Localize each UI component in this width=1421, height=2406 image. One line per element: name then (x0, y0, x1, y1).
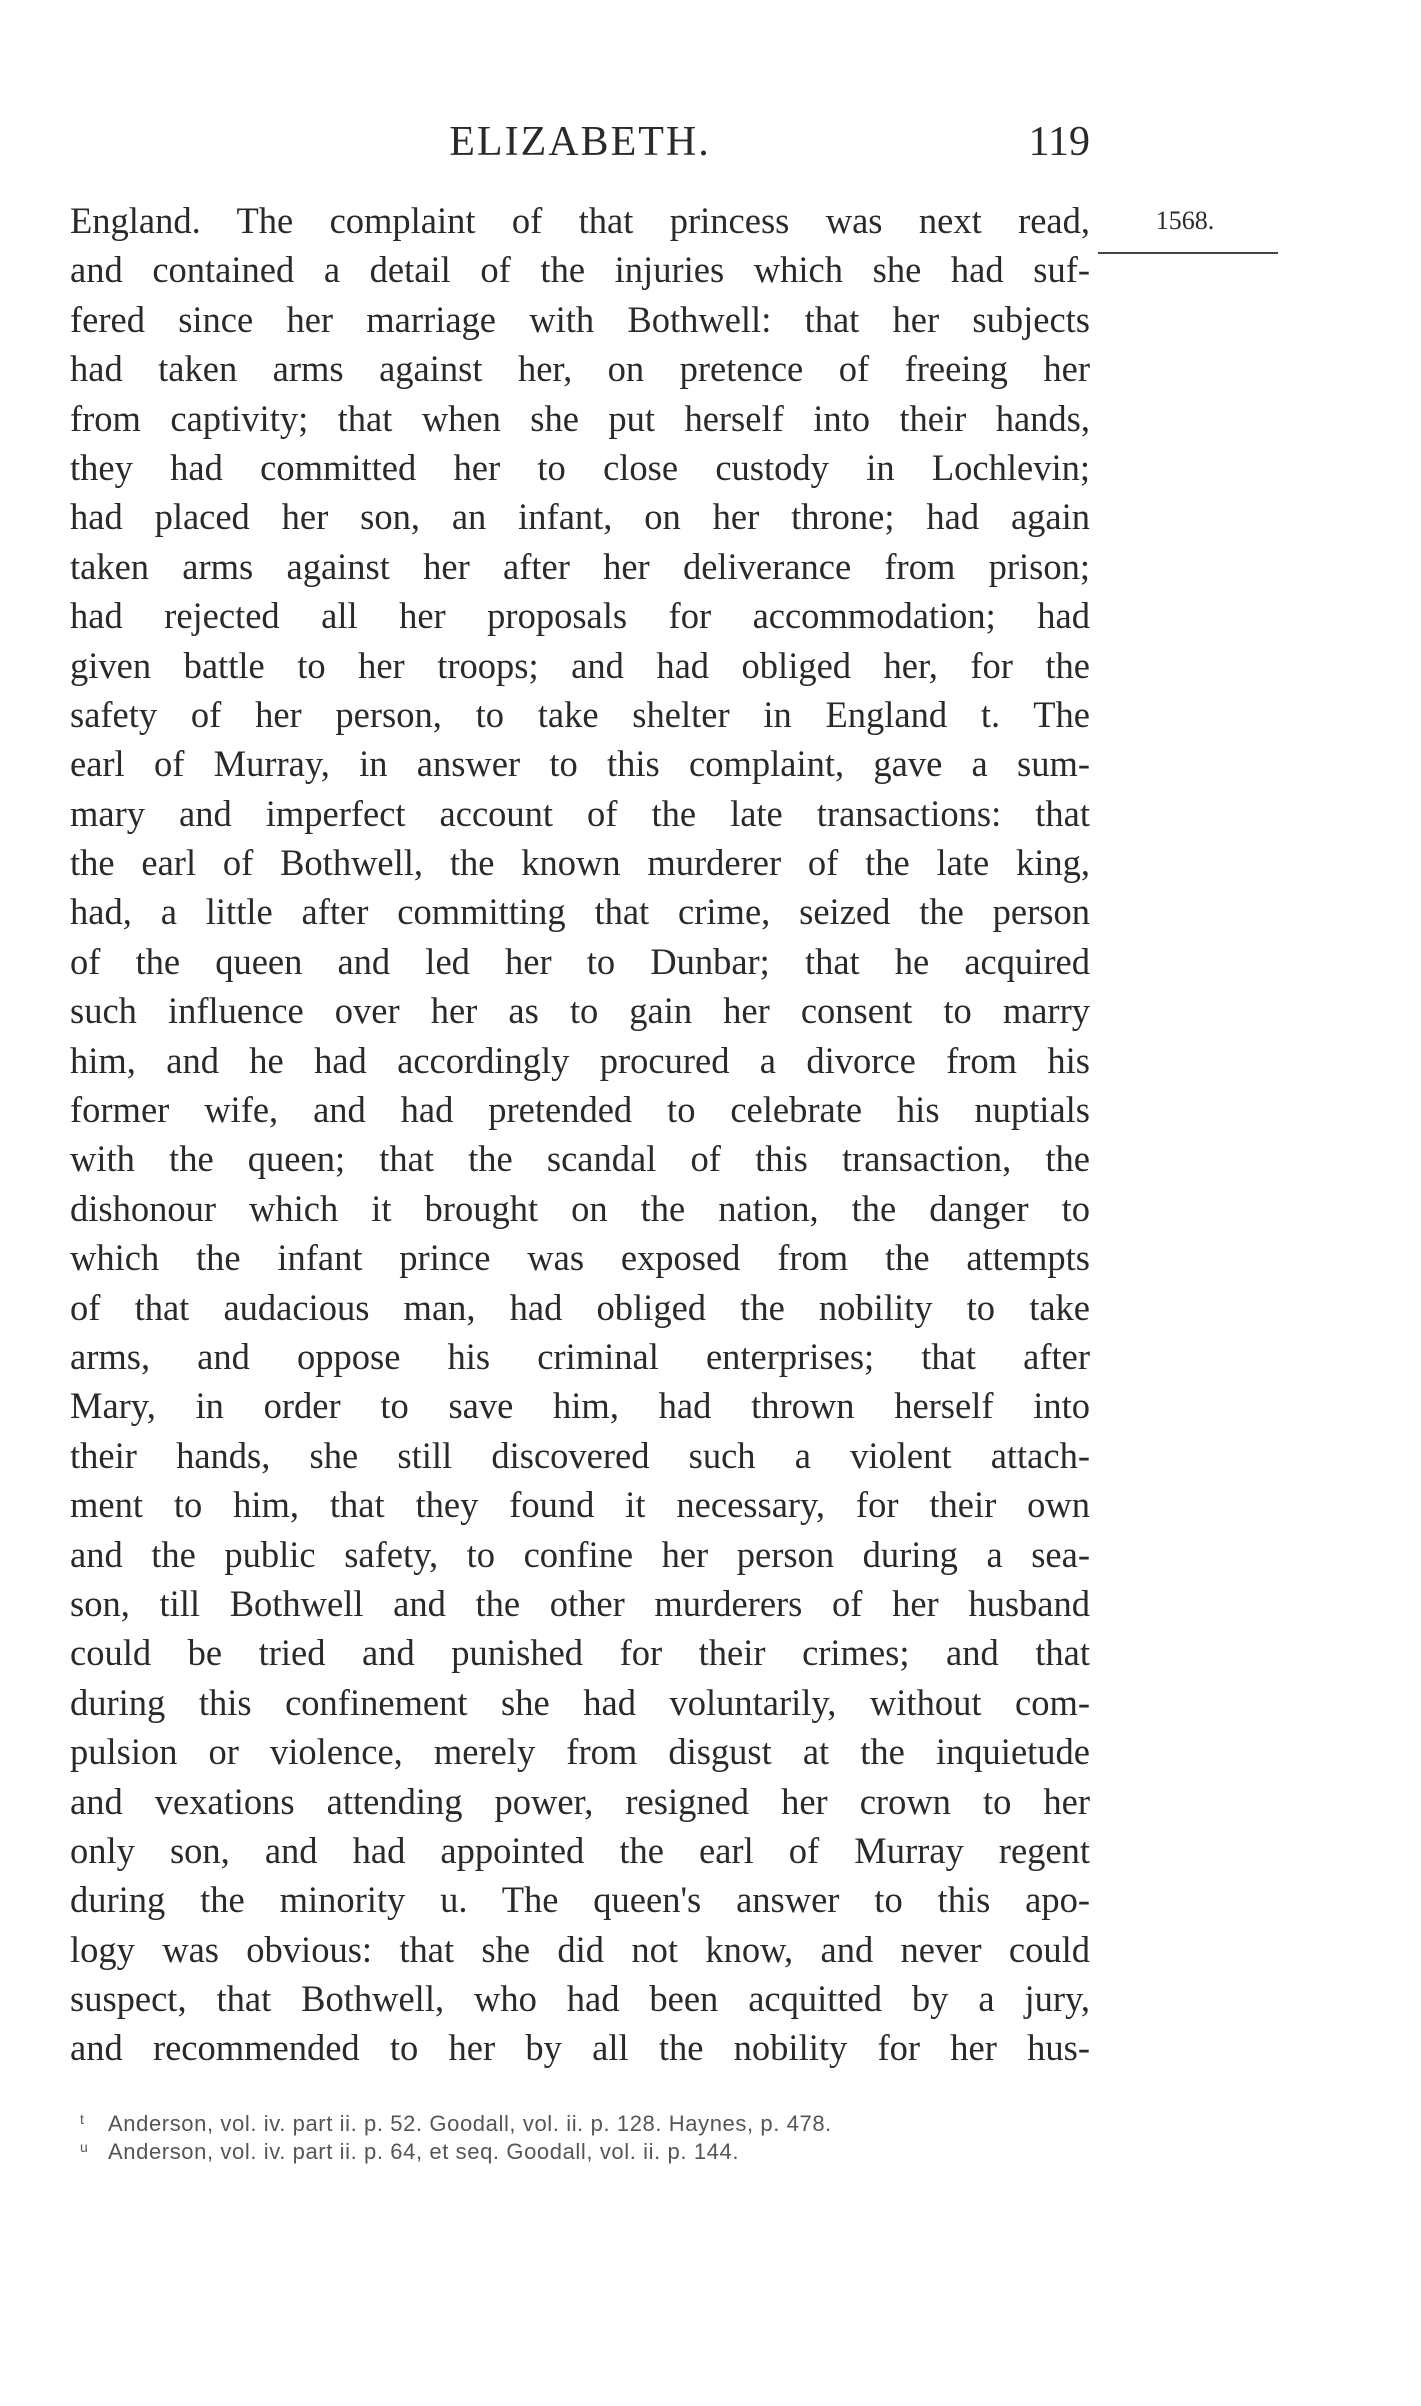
text-line: logy was obvious: that she did not know, and never could (70, 1928, 1090, 1970)
text-line: and contained a detail of the injuries which she had suf- (70, 249, 1090, 291)
footnote-text: Anderson, vol. iv. part ii. p. 52. Goodall, vol. ii. p. 128. Haynes, p. 478. (108, 2111, 832, 2136)
footnote-mark: u (80, 2139, 89, 2155)
text-line: dishonour which it brought on the nation, the danger to (70, 1187, 1090, 1229)
footnote-mark: t (80, 2111, 85, 2127)
margin-rule (1098, 252, 1278, 254)
text-line: during the minority u. The queen's answer to this apo- (70, 1879, 1090, 1921)
text-line: England. The complaint of that princess was next read, (70, 200, 1090, 241)
text-line: of the queen and led her to Dunbar; that he acquired (70, 940, 1090, 982)
text-line: only son, and had appointed the earl of Murray regent (70, 1829, 1090, 1871)
page-number: 119 (1028, 119, 1090, 165)
text-line: ment to him, that they found it necessary, for their own (70, 1484, 1090, 1526)
text-line: from captivity; that when she put herself into their hands, (70, 397, 1090, 439)
text-line: of that audacious man, had obliged the nobility to take (70, 1286, 1090, 1328)
text-line: pulsion or violence, merely from disgust at the inquietude (70, 1731, 1090, 1773)
text-line: safety of her person, to take shelter in England t. The (70, 693, 1090, 735)
text-line: taken arms against her after her deliverance from prison; (70, 545, 1090, 587)
text-line: suspect, that Bothwell, who had been acquitted by a jury, (70, 1978, 1090, 2020)
footnote (80, 2110, 1080, 2138)
text-line: him, and he had accordingly procured a divorce from his (70, 1039, 1090, 1081)
text-line: arms, and oppose his criminal enterprises; that after (70, 1335, 1090, 1377)
text-line: could be tried and punished for their crimes; and that (70, 1632, 1090, 1674)
running-title: ELIZABETH. (449, 119, 711, 165)
footnote (80, 2138, 1080, 2166)
footnote-text: Anderson, vol. iv. part ii. p. 64, et seq. Goodall, vol. ii. p. 144. (108, 2139, 740, 2164)
text-line: had taken arms against her, on pretence of freeing her (70, 348, 1090, 390)
text-line: had, a little after committing that crime, seized the person (70, 891, 1090, 933)
footnotes (80, 2110, 1080, 2166)
text-line: had placed her son, an infant, on her throne; had again (70, 496, 1090, 538)
text-line: they had committed her to close custody in Lochlevin; (70, 446, 1090, 488)
text-line: their hands, she still discovered such a violent attach- (70, 1434, 1090, 1476)
text-line: fered since her marriage with Bothwell: that her subjects (70, 298, 1090, 340)
text-line: son, till Bothwell and the other murderers of her husband (70, 1582, 1090, 1624)
body-text (70, 196, 1090, 2073)
text-line: Mary, in order to save him, had thrown herself into (70, 1385, 1090, 1427)
text-line: earl of Murray, in answer to this complaint, gave a sum- (70, 743, 1090, 785)
text-line: with the queen; that the scandal of this transaction, the (70, 1138, 1090, 1180)
text-line: mary and imperfect account of the late transactions: that (70, 792, 1090, 834)
text-line: had rejected all her proposals for accommodation; had (70, 595, 1090, 637)
text-line: and recommended to her by all the nobility for her hus- (70, 2027, 1090, 2069)
text-line: during this confinement she had voluntarily, without com- (70, 1681, 1090, 1723)
text-line: such influence over her as to gain her consent to marry (70, 990, 1090, 1032)
text-line: and vexations attending power, resigned her crown to her (70, 1780, 1090, 1822)
margin-year: 1568. (1155, 206, 1215, 235)
text-line: and the public safety, to confine her person during a sea- (70, 1533, 1090, 1575)
text-line: former wife, and had pretended to celebrate his nuptials (70, 1089, 1090, 1131)
text-line: the earl of Bothwell, the known murderer of the late king, (70, 842, 1090, 884)
text-line: which the infant prince was exposed from the attempts (70, 1237, 1090, 1279)
running-head (70, 118, 1090, 168)
text-line: given battle to her troops; and had obliged her, for the (70, 644, 1090, 686)
